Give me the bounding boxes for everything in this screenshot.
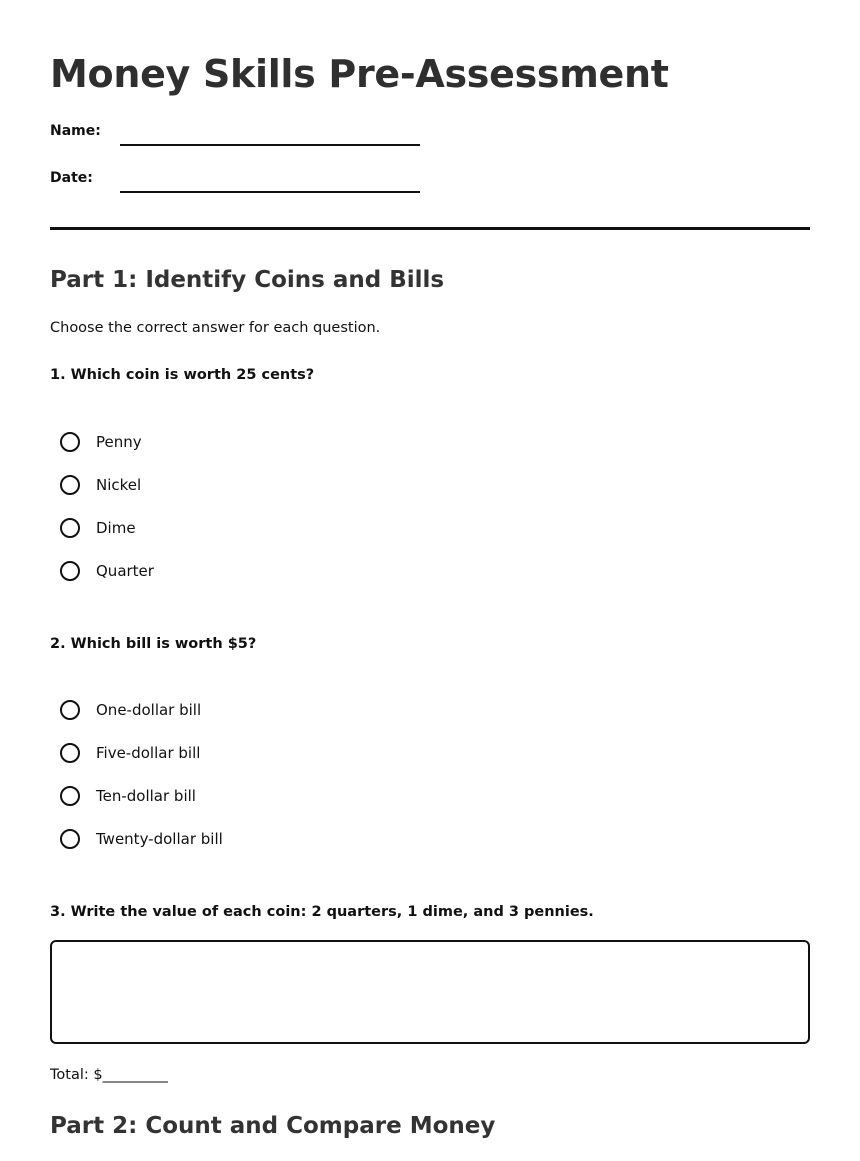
q1-option-quarter[interactable] bbox=[60, 559, 154, 583]
name-field-row bbox=[50, 121, 470, 151]
q1-option-label: Nickel bbox=[96, 476, 142, 494]
name-blank-line[interactable] bbox=[120, 144, 420, 146]
page-title: Money Skills Pre-Assessment bbox=[50, 52, 669, 96]
radio-button-icon[interactable] bbox=[60, 561, 80, 581]
part1-heading: Part 1: Identify Coins and Bills bbox=[50, 267, 445, 293]
radio-button-icon[interactable] bbox=[60, 743, 80, 763]
q2-option-one-dollar[interactable] bbox=[60, 698, 201, 722]
name-label: Name: bbox=[50, 123, 101, 139]
question-3-prompt: 3. Write the value of each coin: 2 quarters, 1 dime, and 3 pennies. bbox=[50, 904, 594, 920]
q1-option-nickel[interactable] bbox=[60, 473, 141, 497]
q2-option-label: Twenty-dollar bill bbox=[96, 830, 223, 848]
q2-option-label: Five-dollar bill bbox=[96, 744, 201, 762]
q1-option-label: Penny bbox=[96, 433, 142, 451]
question-2-prompt: 2. Which bill is worth $5? bbox=[50, 636, 257, 652]
radio-button-icon[interactable] bbox=[60, 432, 80, 452]
q1-option-penny[interactable] bbox=[60, 430, 142, 454]
header-divider bbox=[50, 227, 810, 230]
q1-option-label: Dime bbox=[96, 519, 136, 537]
date-blank-line[interactable] bbox=[120, 191, 420, 193]
part1-instructions: Choose the correct answer for each question. bbox=[50, 320, 381, 336]
radio-button-icon[interactable] bbox=[60, 518, 80, 538]
coin-value-answer-box[interactable] bbox=[50, 940, 810, 1044]
date-field-row bbox=[50, 168, 470, 198]
q1-option-dime[interactable] bbox=[60, 516, 136, 540]
q1-option-label: Quarter bbox=[96, 562, 154, 580]
q2-option-five-dollar[interactable] bbox=[60, 741, 200, 765]
q2-option-label: One-dollar bill bbox=[96, 701, 202, 719]
date-label: Date: bbox=[50, 170, 93, 186]
radio-button-icon[interactable] bbox=[60, 475, 80, 495]
q2-option-ten-dollar[interactable] bbox=[60, 784, 196, 808]
total-blank: Total: $_________ bbox=[50, 1067, 168, 1083]
radio-button-icon[interactable] bbox=[60, 700, 80, 720]
radio-button-icon[interactable] bbox=[60, 829, 80, 849]
question-1-prompt: 1. Which coin is worth 25 cents? bbox=[50, 367, 315, 383]
q2-option-twenty-dollar[interactable] bbox=[60, 827, 223, 851]
part2-heading: Part 2: Count and Compare Money bbox=[50, 1113, 496, 1139]
q2-option-label: Ten-dollar bill bbox=[96, 787, 196, 805]
radio-button-icon[interactable] bbox=[60, 786, 80, 806]
